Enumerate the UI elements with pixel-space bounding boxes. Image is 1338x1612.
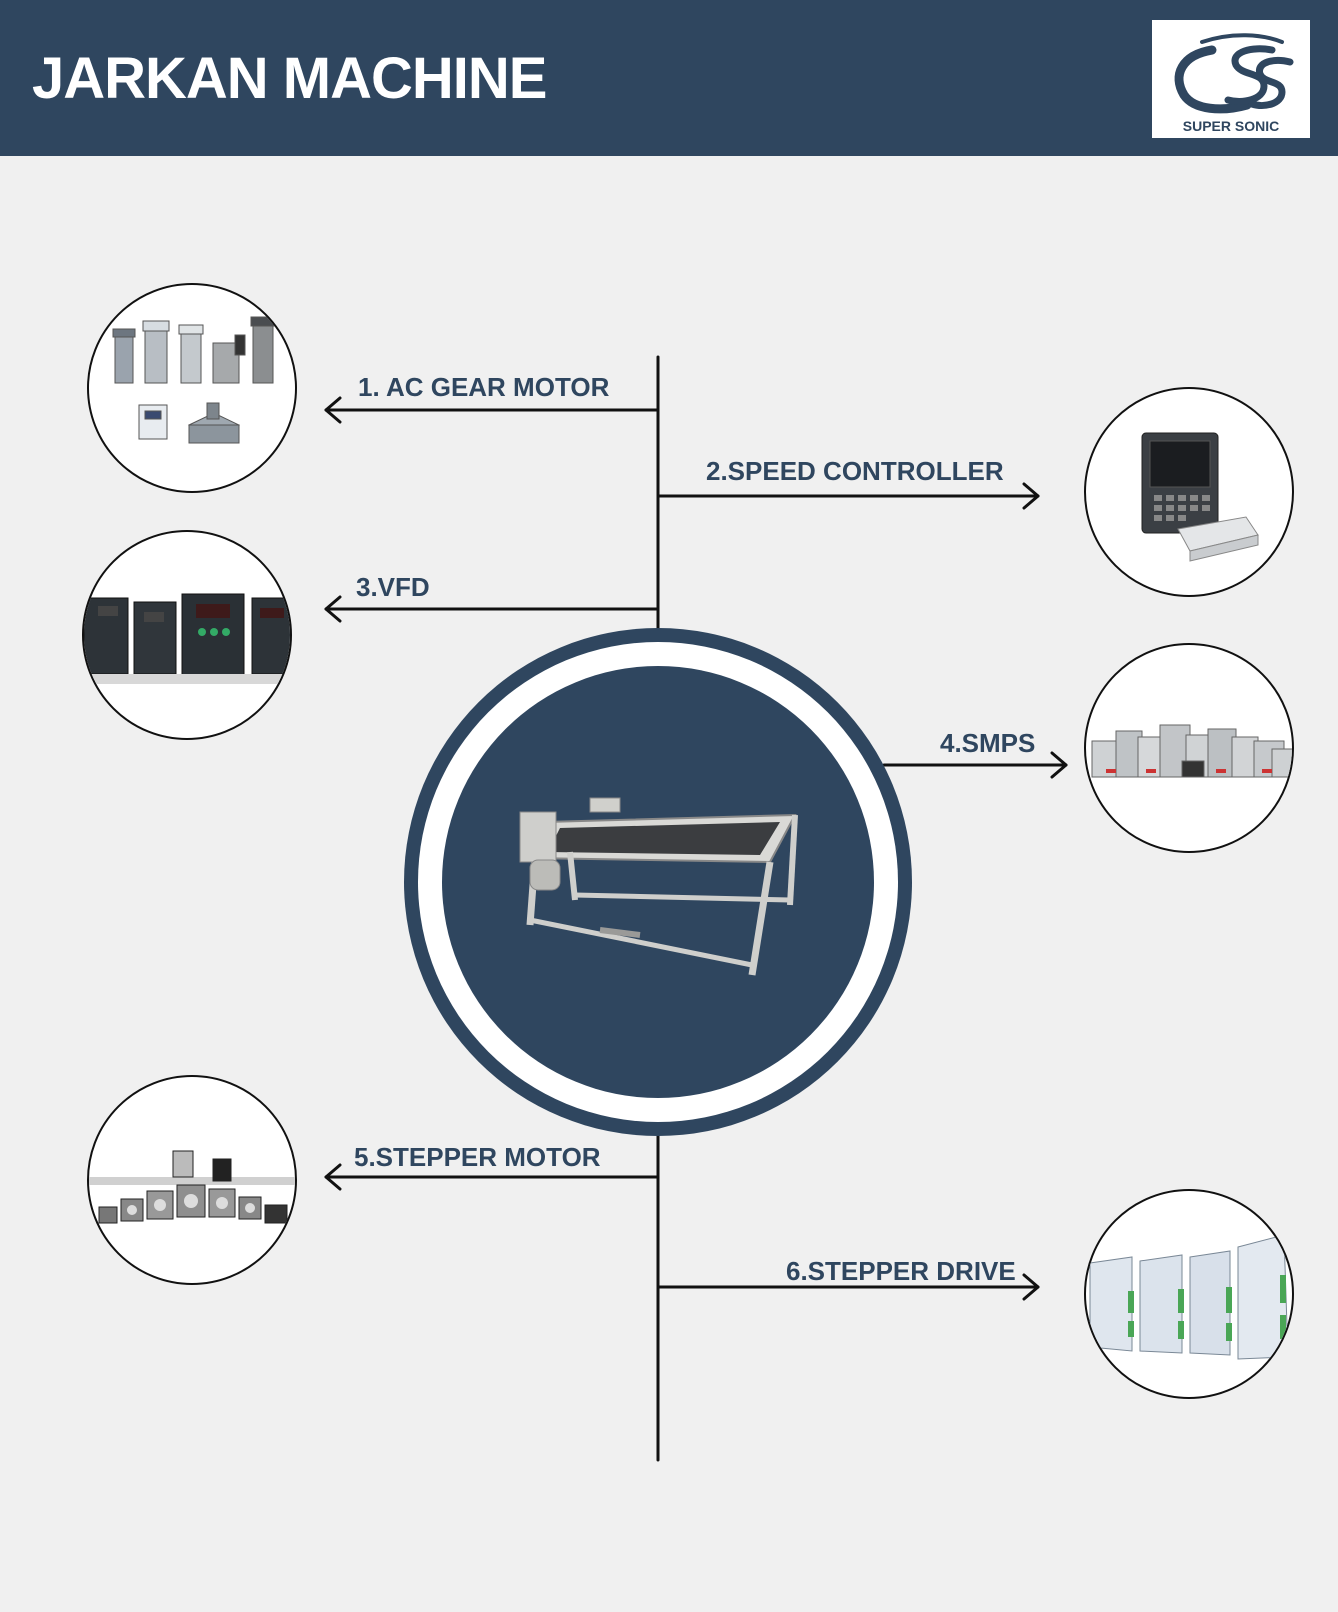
smps-image: [1084, 643, 1294, 853]
component-label-speed-controller: 2.SPEED CONTROLLER: [706, 456, 1004, 486]
stepper-drive-image: [1084, 1189, 1294, 1399]
stepper-motor-image: [87, 1075, 297, 1285]
page-title: JARKAN MACHINE: [32, 46, 547, 111]
logo-text: SUPER SONIC: [1182, 118, 1280, 134]
component-label-ac-gear-motor: 1. AC GEAR MOTOR: [358, 372, 610, 402]
speed-controller-image: [1084, 387, 1294, 597]
ac-gear-motor-image: [87, 283, 297, 493]
component-label-smps: 4.SMPS: [940, 728, 1036, 758]
component-label-stepper-drive: 6.STEPPER DRIVE: [786, 1256, 1016, 1286]
vfd-image: [82, 530, 292, 740]
component-label-stepper-motor: 5.STEPPER MOTOR: [354, 1142, 601, 1172]
component-label-vfd: 3.VFD: [356, 572, 430, 602]
center-machine-circle: [404, 628, 912, 1136]
